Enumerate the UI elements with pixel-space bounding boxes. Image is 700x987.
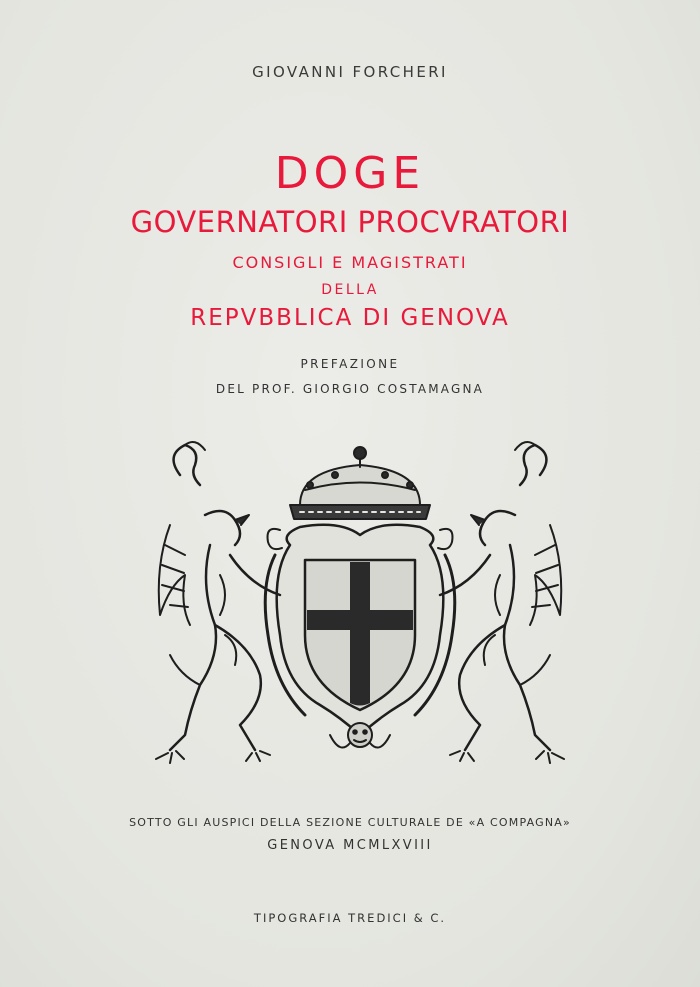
right-griffin-icon [440,442,564,763]
title-line-5: REPVBBLICA DI GENOVA [190,305,510,331]
left-griffin-icon [156,442,280,763]
preface-label: PREFAZIONE [300,357,400,371]
auspices-line: SOTTO GLI AUSPICI DELLA SEZIONE CULTURALE DE «A COMPAGNA» [129,816,571,829]
title-line-1: DOGE [274,148,426,199]
author-name: GIOVANNI FORCHERI [252,63,448,81]
crown-icon [290,447,430,519]
title-line-4: DELLA [321,282,379,298]
title-line-2: GOVERNATORI PROCVRATORI [130,205,570,239]
preface-author: DEL PROF. GIORGIO COSTAMAGNA [215,382,485,396]
title-line-3: CONSIGLI E MAGISTRATI [232,253,468,272]
genoa-coat-of-arms-emblem [140,435,580,780]
place-date: GENOVA MCMLXVIII [267,838,433,853]
printer-name: TIPOGRAFIA TREDICI & C. [253,911,447,925]
